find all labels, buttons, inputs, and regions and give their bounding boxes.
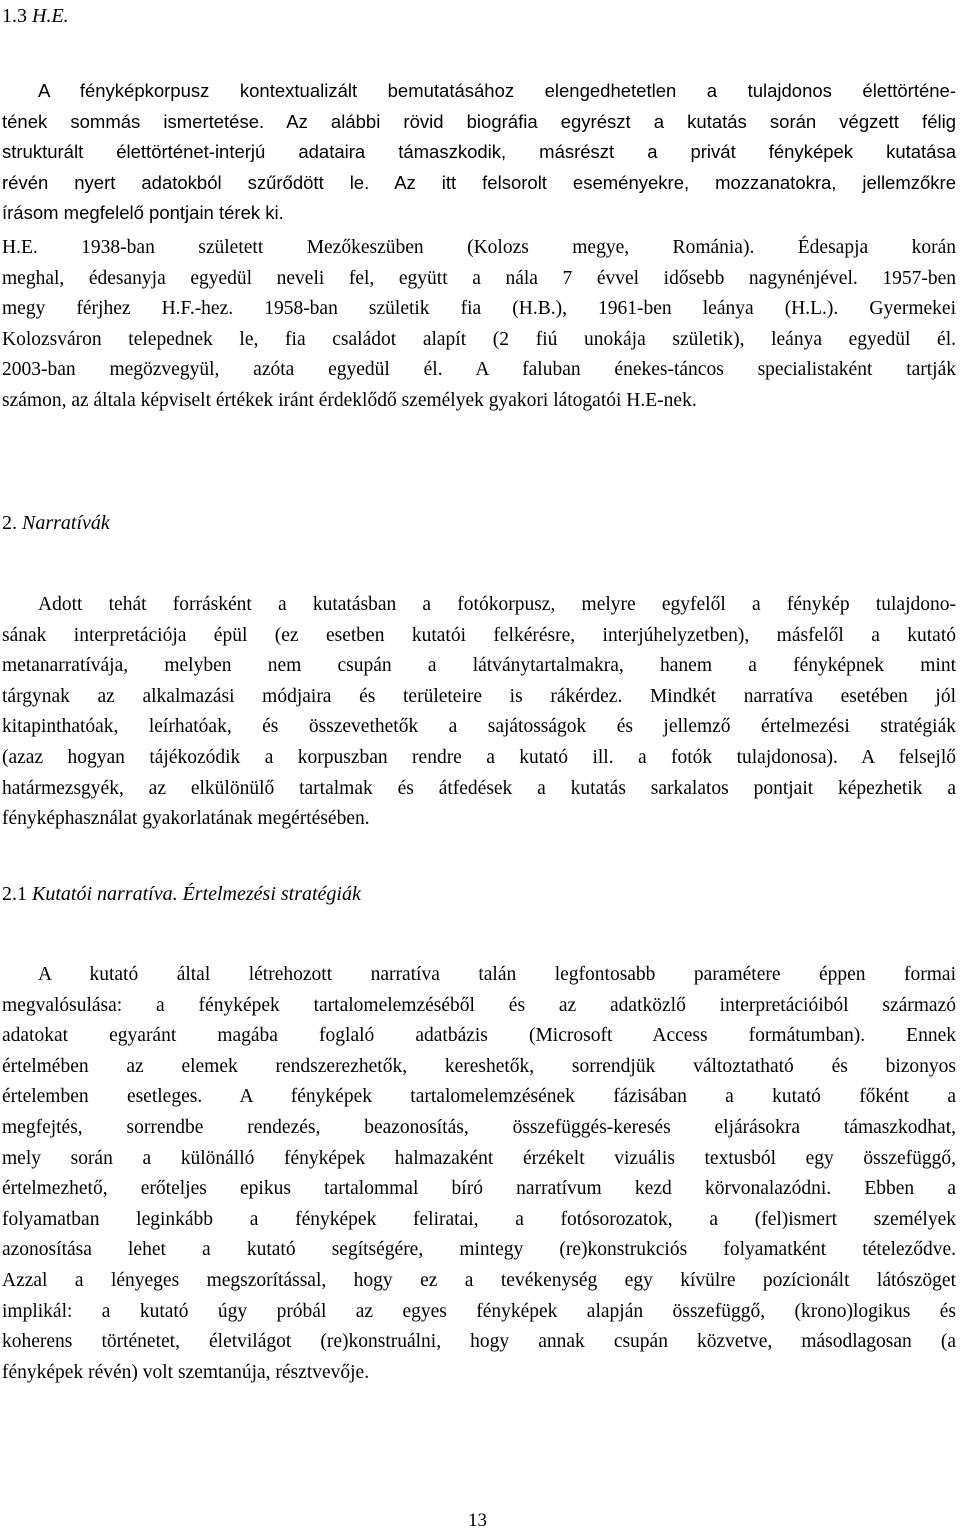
paragraph-intro [2,76,956,229]
text-line: Kolozsváron telepednek le, fia családot alapít (2 fiú unokája születik), leánya egyedül él. [2,328,956,350]
section-heading-1-3 [2,4,69,28]
text-line: értelmében az elemek rendszerezhetők, kereshetők, sorrendjük változtatható és bizonyos [2,1055,956,1077]
text-line: kitapinthatóak, leírhatóak, és összevethetők a sajátosságok és jellemző értelmezési stratégiák [2,716,956,738]
section-number: 1.3 [2,5,27,27]
section-heading-2 [2,511,110,535]
text-line: azonosítása lehet a kutató segítségére, mintegy (re)konstrukciós folyamatként tételeződve. [2,1239,956,1261]
section-title: Kutatói narratíva. Értelmezési stratégiák [32,883,361,905]
text-line: értelmezhető, erőteljes epikus tartalommal bíró narratívum kezd körvonalazódni. Ebben a [2,1178,956,1200]
text-line: koherens történetet, életvilágot (re)konstruálni, hogy annak csupán közvetve, másodlagosan (a [2,1331,956,1353]
text-line: strukturált élettörténet-interjú adataira támaszkodik, másrészt a privát fényképek kutatása [2,141,956,163]
text-line: sának interpretációja épül (ez esetben kutatói felkérésre, interjúhelyzetben), másfelől a kutató [2,624,956,646]
text-line: H.E. 1938-ban született Mezőkeszüben (Kolozs megye, Románia). Édesapja korán [2,237,956,258]
text-line: értelemben esetleges. A fényképek tartalomelemzésének fázisában a kutató főként a [2,1086,956,1108]
text-line: (azaz hogyan tájékozódik a korpuszban rendre a kutató ill. a fotók tulajdonosa). A felsejlő [2,746,956,768]
text-line: A fényképkorpusz kontextualizált bemutatásához elengedhetetlen a tulajdonos élettörténe- [38,80,956,101]
section-number: 2.1 [2,883,27,905]
text-line: számon, az általa képviselt értékek iránt érdeklődő személyek gyakori látogatói H.E-nek. [2,389,697,411]
text-line: adatokat egyaránt magába foglaló adatbázis (Microsoft Access formátumban). Ennek [2,1025,956,1047]
paragraph-research-narrative [2,960,956,1388]
section-title: Narratívák [22,512,110,534]
text-line: megy férjhez H.F.-hez. 1958-ban születik fia (H.B.), 1961-ben leánya (H.L.). Gyermekei [2,298,956,320]
text-line: megvalósulása: a fényképek tartalomelemzéséből és az adatközlő interpretációiból származó [2,994,956,1016]
text-line: megfejtés, sorrendbe rendezés, beazonosítás, összefüggés-keresés eljárásokra támaszkodhat, [2,1116,956,1138]
text-line: fényképhasználat gyakorlatának megértésében. [2,808,370,830]
paragraph-biography [2,233,956,417]
text-line: Azzal a lényeges megszorítással, hogy ez a tevékenység egy kívülre pozícionált látószöget [2,1269,956,1291]
text-line: implikál: a kutató úgy próbál az egyes fényképek alapján összefüggő, (krono)logikus és [2,1300,956,1322]
text-line: írásom megfelelő pontjain térek ki. [2,202,284,224]
section-title: H.E. [32,5,69,27]
text-line: Adott tehát forrásként a kutatásban a fotókorpusz, melyre egyfelől a fénykép tulajdono- [38,594,956,615]
section-heading-2-1 [2,882,361,906]
text-line: révén nyert adatokból szűrődött le. Az itt felsorolt eseményekre, mozzanatokra, jellemzőkre [2,171,956,193]
text-line: 2003-ban megözvegyül, azóta egyedül él. A faluban énekes-táncos specialistaként tartják [2,359,956,381]
text-line: fényképek révén) volt szemtanúja, résztvevője. [2,1361,370,1383]
section-number: 2. [2,512,17,534]
text-line: meghal, édesanyja egyedül neveli fel, együtt a nála 7 évvel idősebb nagynénjével. 1957-ben [2,267,956,289]
text-line: mely során a különálló fényképek halmazaként érzékelt vizuális textusból egy összefüggő, [2,1147,956,1169]
text-line: A kutató által létrehozott narratíva talán legfontosabb paramétere éppen formai [38,964,956,985]
text-line: folyamatban leginkább a fényképek feliratai, a fotósorozatok, a (fel)ismert személyek [2,1208,956,1230]
page-number: 13 [468,1510,487,1531]
text-line: tének sommás ismertetése. Az alábbi rövid biográfia egyrészt a kutatás során végzett félig [2,110,956,132]
text-line: tárgynak az alkalmazási módjaira és területeire is rákérdez. Mindkét narratíva esetében jól [2,685,956,707]
text-line: határmezsgyék, az elkülönülő tartalmak és átfedések a kutatás sarkalatos pontjait képezhetik a [2,777,956,799]
text-line: metanarratívája, melyben nem csupán a látványtartalmakra, hanem a fényképnek mint [2,655,956,677]
paragraph-narratives [2,590,956,835]
